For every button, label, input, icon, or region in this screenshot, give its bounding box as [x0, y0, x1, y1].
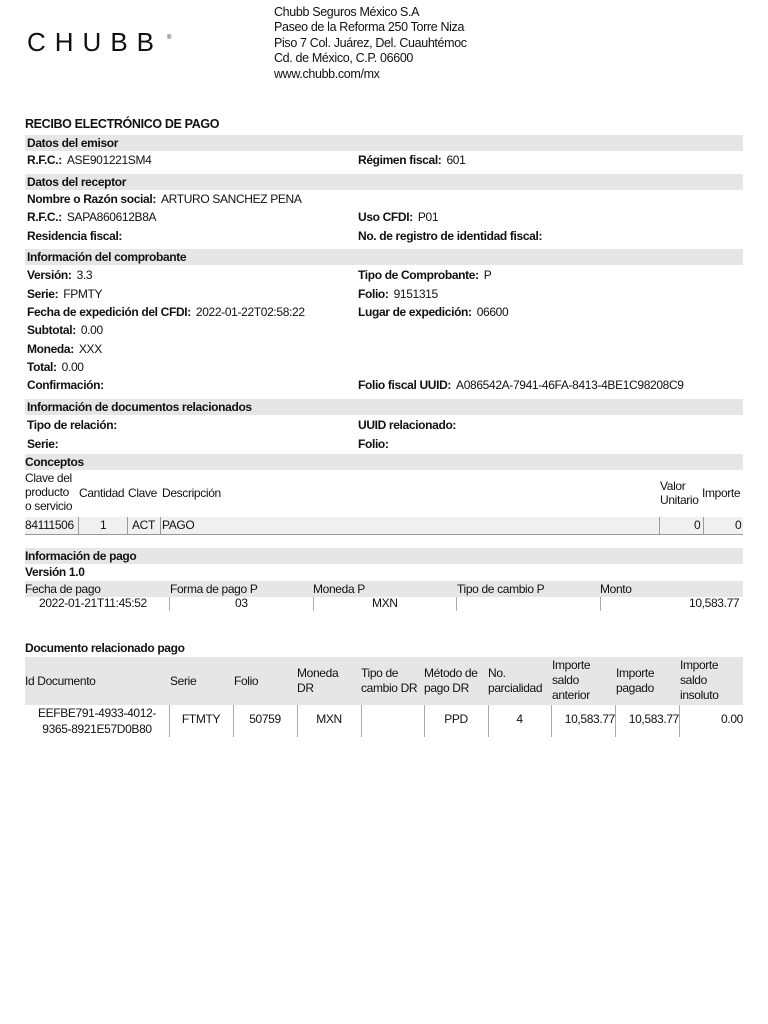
- relacionados-serie: Serie:: [27, 437, 59, 451]
- cell-cantidad: 1: [100, 518, 107, 532]
- comprobante-uuid: Folio fiscal UUID: A086542A-7941-46FA-8413-4BE1C98208C9: [358, 378, 684, 392]
- section-relacionados: Información de documentos relacionados: [25, 399, 743, 415]
- document-title: RECIBO ELECTRÓNICO DE PAGO: [25, 117, 220, 131]
- doc-moneda: MXN: [316, 712, 342, 726]
- company-address: [274, 5, 467, 82]
- cell-descripcion: PAGO: [162, 518, 195, 532]
- doc-saldo-anterior: 10,583.77: [564, 712, 615, 726]
- receptor-rfc: R.F.C.: SAPA860612B8A: [27, 210, 157, 224]
- address-line: Cd. de México, C.P. 06600: [274, 51, 414, 66]
- comprobante-version: Versión: 3.3: [27, 268, 93, 282]
- comprobante-folio: Folio: 9151315: [358, 287, 438, 301]
- chubb-logo: [27, 28, 177, 59]
- section-receptor: Datos del receptor: [25, 174, 743, 190]
- comprobante-fecha: Fecha de expedición del CFDI: 2022-01-22T02:58:22: [27, 305, 305, 319]
- section-pago: Información de pago: [25, 548, 743, 564]
- address-line: Chubb Seguros México S.A: [274, 5, 420, 19]
- col-parcialidad: No. parcialidad: [488, 666, 543, 695]
- col-valor-unitario: Valor Unitario: [660, 479, 699, 507]
- section-documento: Documento relacionado pago: [25, 641, 185, 655]
- emisor-rfc: R.F.C.: ASE901221SM4: [27, 153, 152, 167]
- col-serie: Serie: [170, 674, 197, 688]
- col-moneda: Moneda P: [313, 582, 365, 596]
- comprobante-moneda: Moneda: XXX: [27, 342, 102, 356]
- emisor-regimen: Régimen fiscal: 601: [358, 153, 466, 167]
- doc-metodo: PPD: [444, 712, 468, 726]
- col-moneda-dr: Moneda DR: [297, 666, 339, 695]
- address-line: Piso 7 Col. Juárez, Del. Cuauhtémoc: [274, 35, 467, 50]
- col-descripcion: Descripción: [162, 486, 221, 500]
- comprobante-subtotal: Subtotal: 0.00: [27, 323, 103, 337]
- comprobante-lugar: Lugar de expedición: 06600: [358, 305, 509, 319]
- col-importe-pagado: Importe pagado: [616, 666, 655, 695]
- col-tipo-cambio: Tipo de cambio P: [457, 582, 545, 596]
- comprobante-tipo: Tipo de Comprobante: P: [358, 268, 492, 282]
- doc-serie: FTMTY: [181, 712, 221, 726]
- comprobante-total: Total: 0.00: [27, 360, 84, 374]
- svg-text:®: ®: [167, 35, 172, 41]
- cell-importe: 0: [735, 518, 742, 532]
- pago-fecha: 2022-01-21T11:45:52: [39, 596, 147, 610]
- doc-id: EEFBE791-4933-4012- 9365-8921E57D0B80: [37, 706, 157, 736]
- pago-moneda: MXN: [372, 596, 398, 610]
- col-tipo-cambio-dr: Tipo de cambio DR: [361, 666, 418, 695]
- pago-monto: 10,583.77: [689, 596, 740, 610]
- address-line: Paseo de la Reforma 250 Torre Niza: [274, 20, 465, 35]
- receptor-uso-cfdi: Uso CFDI: P01: [358, 210, 439, 224]
- cell-clave-producto: 84111506: [25, 518, 74, 532]
- receptor-residencia: Residencia fiscal:: [27, 229, 123, 243]
- cell-valor-unitario: 0: [694, 518, 701, 532]
- col-id-documento: Id Documento: [25, 674, 96, 688]
- relacionados-tipo: Tipo de relación:: [27, 418, 117, 432]
- col-forma-pago: Forma de pago P: [170, 582, 258, 596]
- relacionados-folio: Folio:: [358, 437, 389, 451]
- table-row: [25, 517, 743, 535]
- pago-forma: 03: [235, 596, 248, 610]
- receptor-registro: No. de registro de identidad fiscal:: [358, 229, 543, 243]
- col-cantidad: Cantidad: [79, 486, 125, 500]
- website-link[interactable]: www.chubb.com/mx: [274, 66, 380, 81]
- pago-version: Versión 1.0: [25, 565, 85, 579]
- col-saldo-insoluto: Importe saldo insoluto: [680, 658, 719, 702]
- conceptos-header: [25, 470, 743, 517]
- doc-importe-pagado: 10,583.77: [628, 712, 679, 726]
- doc-folio: 50759: [249, 712, 281, 726]
- doc-parcialidad: 4: [516, 712, 523, 726]
- doc-saldo-insoluto: 0.00: [721, 712, 743, 726]
- comprobante-serie: Serie: FPMTY: [27, 287, 103, 301]
- col-saldo-anterior: Importe saldo anterior: [552, 658, 591, 702]
- cell-clave: ACT: [132, 518, 155, 532]
- col-monto: Monto: [600, 582, 632, 596]
- section-emisor: Datos del emisor: [25, 135, 743, 151]
- col-clave-producto: Clave del producto o servicio: [25, 471, 73, 513]
- col-importe: Importe: [702, 486, 741, 500]
- section-conceptos: Conceptos: [25, 454, 743, 470]
- doc-tipo-cambio: [361, 705, 424, 737]
- col-folio: Folio: [234, 674, 259, 688]
- logo-text: CHUBB: [27, 28, 164, 56]
- col-metodo-pago-dr: Método de pago DR: [424, 666, 478, 695]
- pago-header: [25, 581, 743, 597]
- section-comprobante: Información del comprobante: [25, 249, 743, 265]
- receptor-nombre: Nombre o Razón social: ARTURO SANCHEZ PENA: [27, 192, 302, 206]
- relacionados-uuid: UUID relacionado:: [358, 418, 457, 432]
- col-fecha-pago: Fecha de pago: [25, 582, 101, 596]
- comprobante-confirmacion: Confirmación:: [27, 378, 104, 392]
- col-clave: Clave: [128, 486, 157, 500]
